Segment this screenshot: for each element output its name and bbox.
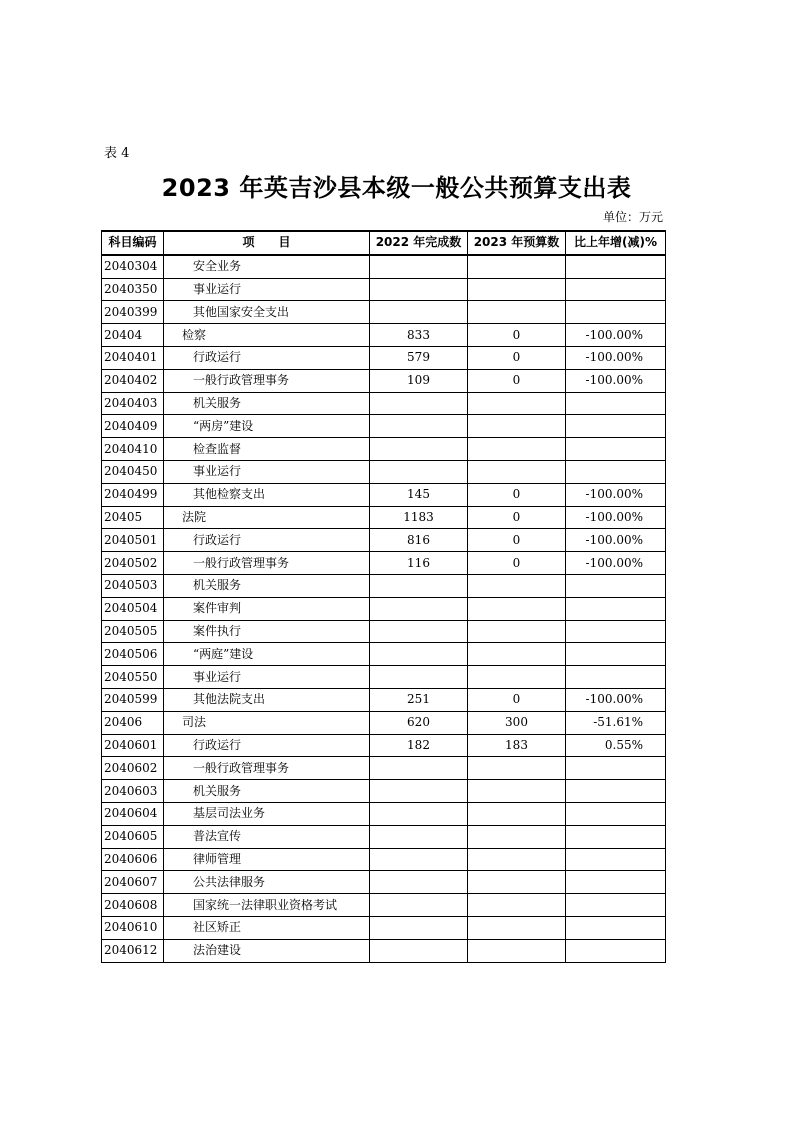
actual-2022-cell [370,916,468,939]
table-row [102,916,666,939]
item-name-cell: 安全业务 [164,255,370,278]
code-cell: 2040304 [102,255,164,278]
change-percent-cell [566,255,666,278]
table-row [102,711,666,734]
item-name-cell: 普法宣传 [164,825,370,848]
actual-2022-cell [370,255,468,278]
item-name-cell: 社区矫正 [164,916,370,939]
change-percent-cell [566,301,666,324]
budget-2023-cell [468,438,566,461]
item-name-cell: 一般行政管理事务 [164,369,370,392]
change-percent-cell: -100.00% [566,552,666,575]
item-name-cell: 事业运行 [164,666,370,689]
budget-2023-cell [468,825,566,848]
table-row [102,278,666,301]
code-cell: 2040350 [102,278,164,301]
item-name-cell: 司法 [164,711,370,734]
code-cell: 2040410 [102,438,164,461]
table-row [102,574,666,597]
budget-2023-cell [468,780,566,803]
table-row [102,757,666,780]
budget-2023-cell [468,460,566,483]
item-name-cell: 法院 [164,506,370,529]
change-percent-cell [566,802,666,825]
change-percent-cell: -51.61% [566,711,666,734]
table-row [102,597,666,620]
budget-2023-cell [468,757,566,780]
table-row [102,848,666,871]
change-percent-cell [566,620,666,643]
actual-2022-cell [370,666,468,689]
actual-2022-cell [370,780,468,803]
actual-2022-cell [370,438,468,461]
item-name-cell: 国家统一法律职业资格考试 [164,894,370,917]
table-row [102,369,666,392]
item-name-cell: “两庭”建设 [164,643,370,666]
actual-2022-cell [370,802,468,825]
table-body [102,255,666,962]
actual-2022-cell [370,460,468,483]
code-cell: 2040499 [102,483,164,506]
item-name-cell: 行政运行 [164,346,370,369]
budget-2023-cell [468,666,566,689]
table-row [102,255,666,278]
item-name-cell: 事业运行 [164,278,370,301]
change-percent-cell: -100.00% [566,324,666,347]
item-name-cell: 其他国家安全支出 [164,301,370,324]
item-name-cell: 一般行政管理事务 [164,757,370,780]
item-name-cell: 律师管理 [164,848,370,871]
column-header-item: 项 目 [164,231,370,255]
change-percent-cell [566,597,666,620]
budget-2023-cell [468,415,566,438]
column-header-code: 科目编码 [102,231,164,255]
change-percent-cell: -100.00% [566,483,666,506]
code-cell: 2040605 [102,825,164,848]
item-name-cell: 机关服务 [164,392,370,415]
change-percent-cell [566,894,666,917]
budget-2023-cell: 300 [468,711,566,734]
code-cell: 2040402 [102,369,164,392]
actual-2022-cell: 833 [370,324,468,347]
budget-2023-cell [468,848,566,871]
table-row [102,802,666,825]
budget-2023-cell [468,802,566,825]
column-header-change-percent: 比上年增(减)% [566,231,666,255]
code-cell: 2040503 [102,574,164,597]
code-cell: 20406 [102,711,164,734]
budget-2023-cell: 0 [468,324,566,347]
table-row [102,552,666,575]
change-percent-cell [566,643,666,666]
item-name-cell: 其他检察支出 [164,483,370,506]
column-header-2023-budget: 2023 年预算数 [468,231,566,255]
table-row [102,734,666,757]
code-cell: 2040506 [102,643,164,666]
actual-2022-cell [370,643,468,666]
change-percent-cell [566,392,666,415]
actual-2022-cell [370,597,468,620]
budget-2023-cell [468,939,566,962]
table-row [102,324,666,347]
item-name-cell: 一般行政管理事务 [164,552,370,575]
budget-2023-cell [468,278,566,301]
actual-2022-cell [370,871,468,894]
table-row [102,460,666,483]
table-row [102,688,666,711]
code-cell: 20404 [102,324,164,347]
table-row [102,392,666,415]
actual-2022-cell: 1183 [370,506,468,529]
change-percent-cell: -100.00% [566,369,666,392]
budget-2023-cell [468,620,566,643]
change-percent-cell [566,939,666,962]
actual-2022-cell [370,757,468,780]
actual-2022-cell [370,301,468,324]
budget-2023-cell: 0 [468,369,566,392]
change-percent-cell: -100.00% [566,506,666,529]
table-row [102,438,666,461]
change-percent-cell [566,278,666,301]
item-name-cell: 案件审判 [164,597,370,620]
item-name-cell: 其他法院支出 [164,688,370,711]
actual-2022-cell [370,825,468,848]
actual-2022-cell [370,392,468,415]
actual-2022-cell [370,939,468,962]
code-cell: 2040550 [102,666,164,689]
actual-2022-cell: 145 [370,483,468,506]
item-name-cell: 基层司法业务 [164,802,370,825]
budget-2023-cell: 183 [468,734,566,757]
table-number-label: 表 4 [104,146,130,161]
table-row [102,506,666,529]
code-cell: 20405 [102,506,164,529]
code-cell: 2040603 [102,780,164,803]
change-percent-cell [566,916,666,939]
code-cell: 2040502 [102,552,164,575]
code-cell: 2040601 [102,734,164,757]
code-cell: 2040610 [102,916,164,939]
change-percent-cell: -100.00% [566,688,666,711]
code-cell: 2040607 [102,871,164,894]
code-cell: 2040505 [102,620,164,643]
change-percent-cell [566,757,666,780]
actual-2022-cell: 579 [370,346,468,369]
table-row [102,346,666,369]
item-name-cell: 事业运行 [164,460,370,483]
item-name-cell: “两房”建设 [164,415,370,438]
table-row [102,939,666,962]
table-row [102,666,666,689]
table-row [102,301,666,324]
budget-2023-cell [468,643,566,666]
table-header-row [102,231,666,255]
table-row [102,529,666,552]
item-name-cell: 行政运行 [164,529,370,552]
budget-2023-cell: 0 [468,529,566,552]
actual-2022-cell: 116 [370,552,468,575]
column-header-2022-actual: 2022 年完成数 [370,231,468,255]
actual-2022-cell [370,848,468,871]
actual-2022-cell [370,574,468,597]
item-name-cell: 行政运行 [164,734,370,757]
budget-2023-cell: 0 [468,688,566,711]
table-row [102,871,666,894]
code-cell: 2040604 [102,802,164,825]
code-cell: 2040399 [102,301,164,324]
table-row [102,415,666,438]
item-name-cell: 机关服务 [164,780,370,803]
budget-2023-cell [468,574,566,597]
table-row [102,483,666,506]
actual-2022-cell: 182 [370,734,468,757]
change-percent-cell: 0.55% [566,734,666,757]
change-percent-cell [566,780,666,803]
document-title: 2023 年英吉沙县本级一般公共预算支出表 [161,174,632,202]
item-name-cell: 检察 [164,324,370,347]
budget-2023-cell [468,255,566,278]
code-cell: 2040401 [102,346,164,369]
table-row [102,620,666,643]
change-percent-cell [566,438,666,461]
item-name-cell: 公共法律服务 [164,871,370,894]
budget-2023-cell [468,871,566,894]
change-percent-cell [566,666,666,689]
code-cell: 2040450 [102,460,164,483]
change-percent-cell: -100.00% [566,346,666,369]
budget-2023-cell: 0 [468,483,566,506]
change-percent-cell [566,574,666,597]
budget-2023-cell: 0 [468,552,566,575]
budget-2023-cell [468,392,566,415]
code-cell: 2040599 [102,688,164,711]
budget-2023-cell [468,894,566,917]
code-cell: 2040501 [102,529,164,552]
budget-2023-cell [468,301,566,324]
budget-2023-cell: 0 [468,346,566,369]
change-percent-cell [566,825,666,848]
item-name-cell: 法治建设 [164,939,370,962]
budget-expenditure-table [101,230,666,963]
table-row [102,643,666,666]
actual-2022-cell: 251 [370,688,468,711]
code-cell: 2040606 [102,848,164,871]
code-cell: 2040403 [102,392,164,415]
unit-label: 单位：万元 [602,210,663,224]
code-cell: 2040504 [102,597,164,620]
actual-2022-cell [370,620,468,643]
actual-2022-cell: 109 [370,369,468,392]
code-cell: 2040602 [102,757,164,780]
code-cell: 2040409 [102,415,164,438]
change-percent-cell [566,460,666,483]
code-cell: 2040608 [102,894,164,917]
table-row [102,780,666,803]
code-cell: 2040612 [102,939,164,962]
actual-2022-cell [370,894,468,917]
change-percent-cell: -100.00% [566,529,666,552]
actual-2022-cell: 620 [370,711,468,734]
actual-2022-cell [370,415,468,438]
table-row [102,894,666,917]
change-percent-cell [566,848,666,871]
actual-2022-cell [370,278,468,301]
budget-2023-cell [468,597,566,620]
actual-2022-cell: 816 [370,529,468,552]
item-name-cell: 检查监督 [164,438,370,461]
budget-2023-cell [468,916,566,939]
item-name-cell: 案件执行 [164,620,370,643]
change-percent-cell [566,871,666,894]
change-percent-cell [566,415,666,438]
table-row [102,825,666,848]
item-name-cell: 机关服务 [164,574,370,597]
budget-2023-cell: 0 [468,506,566,529]
